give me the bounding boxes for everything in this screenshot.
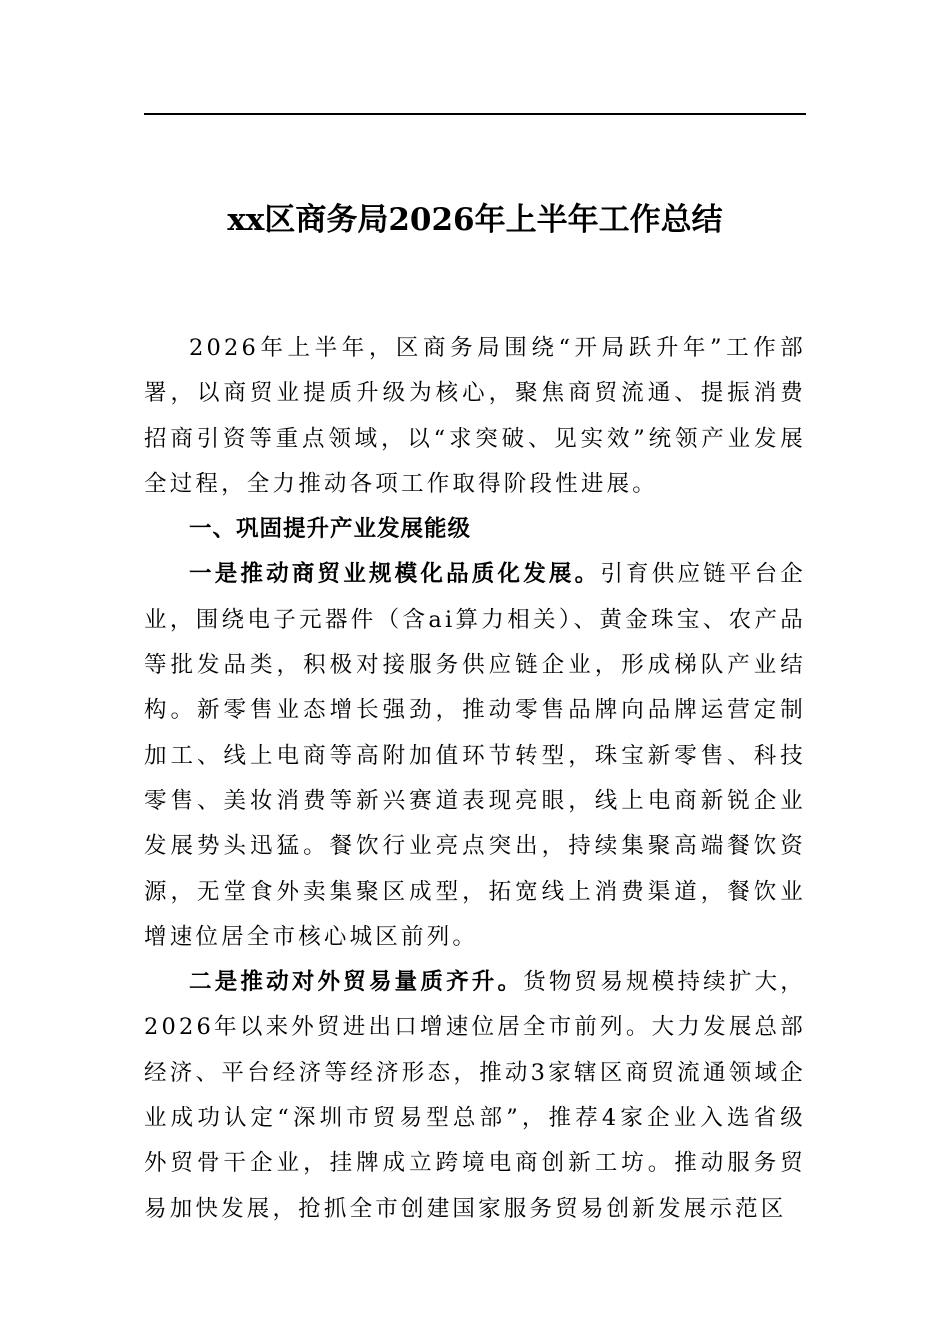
item-lead-1: 一是推动商贸业规模化品质化发展。: [189, 561, 601, 588]
item-lead-2: 二是推动对外贸易量质齐升。: [189, 969, 524, 996]
intro-paragraph: 2026年上半年，区商务局围绕“开局跃升年”工作部署，以商贸业提质升级为核心，聚焦商贸流通、提振消费招商引资等重点领域，以“求突破、见实效”统领产业发展全过程，全力推动各项工作取得阶段性进展。: [144, 335, 806, 497]
item-paragraph-2: [144, 960, 806, 1232]
item-text-1: 引育供应链平台企业，围绕电子元器件（含ai算力相关）、黄金珠宝、农产品等批发品类，积极对接服务供应链企业，形成梯队产业结构。新零售业态增长强劲，推动零售品牌向品牌运营定制加工、线上电商等高附加值环节转型，珠宝新零售、科技零售、美妆消费等新兴赛道表现亮眼，线上电商新锐企业发展势头迅猛。餐饮行业亮点突出，持续集聚高端餐饮资源，无堂食外卖集聚区成型，拓宽线上消费渠道，餐饮业增速位居全市核心城区前列。: [144, 561, 807, 950]
item-paragraph-1: [144, 552, 806, 960]
item-text-2: 货物贸易规模持续扩大，2026年以来外贸进出口增速位居全市前列。大力发展总部经济、平台经济等经济形态，推动3家辖区商贸流通领域企业成功认定“深圳市贸易型总部”，推荐4家企业入选省级外贸骨干企业，挂牌成立跨境电商创新工坊。推动服务贸易加快发展，抢抓全市创建国家服务贸易创新发展示范区: [144, 969, 807, 1222]
document-body: [144, 326, 806, 1232]
document-title: xx区商务局2026年上半年工作总结: [227, 202, 723, 238]
section-heading-1: 一、巩固提升产业发展能级: [189, 516, 472, 543]
header-rule: [144, 113, 806, 115]
